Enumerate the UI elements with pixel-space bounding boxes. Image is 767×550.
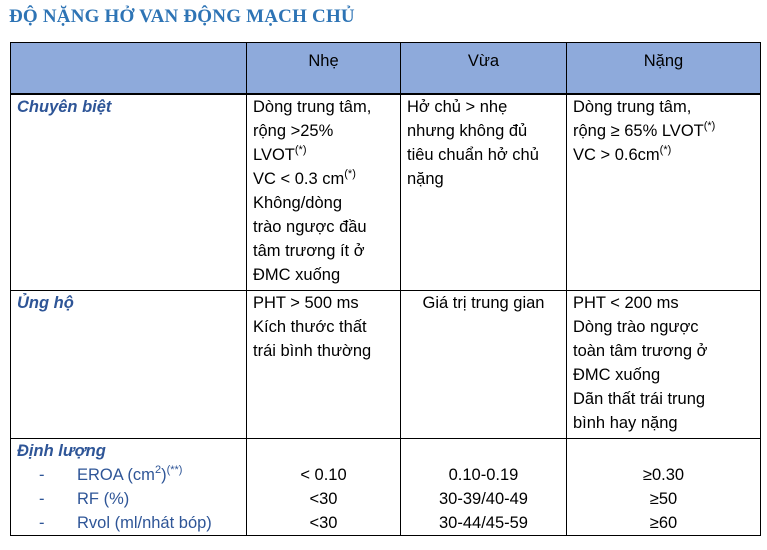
quant-param-rf: - RF (%) [39, 489, 130, 508]
header-empty [11, 43, 247, 95]
supportive-severe: PHT < 200 ms Dòng trào ngược toàn tâm trương ở ĐMC xuống Dãn thất trái trung bình hay nặng [567, 290, 761, 438]
specific-mild: Dòng trung tâm, rộng >25% LVOT(*) VC < 0.3 cm(*) Không/dòng trào ngược đầu tâm trương ít ở ĐMC xuống [247, 94, 401, 290]
page-title: ĐỘ NẶNG HỞ VAN ĐỘNG MẠCH CHỦ [9, 6, 355, 27]
header-moderate: Vừa [401, 43, 567, 95]
supportive-moderate: Giá trị trung gian [401, 290, 567, 438]
supportive-label: Ủng hộ [11, 290, 247, 438]
header-mild: Nhẹ [247, 43, 401, 95]
supportive-mild: PHT > 500 ms Kích thước thất trái bình thường [247, 290, 401, 438]
specific-moderate: Hở chủ > nhẹ nhưng không đủ tiêu chuẩn hở chủ nặng [401, 94, 567, 290]
quant-mild: < 0.10 <30 <30 [247, 438, 401, 535]
quantitative-label: Định lượng [17, 441, 106, 460]
severity-table [10, 42, 761, 536]
quant-param-eroa: - EROA $(cm^2)^{(**)}$ [39, 463, 183, 484]
quant-param-rvol: - Rvol (ml/nhát bóp) [39, 513, 212, 532]
specific-severe: Dòng trung tâm, rộng ≥ 65% LVOT(*) VC > 0.6cm(*) [567, 94, 761, 290]
header-severe: Nặng [567, 43, 761, 95]
supportive-row [11, 290, 761, 438]
header-row [11, 43, 761, 95]
specific-row [11, 94, 761, 290]
quantitative-label-cell [11, 438, 247, 535]
specific-label: Chuyên biệt [11, 94, 247, 290]
quant-moderate: 0.10-0.19 30-39/40-49 30-44/45-59 [401, 438, 567, 535]
quantitative-row [11, 438, 761, 535]
quant-severe: ≥0.30 ≥50 ≥60 [567, 438, 761, 535]
